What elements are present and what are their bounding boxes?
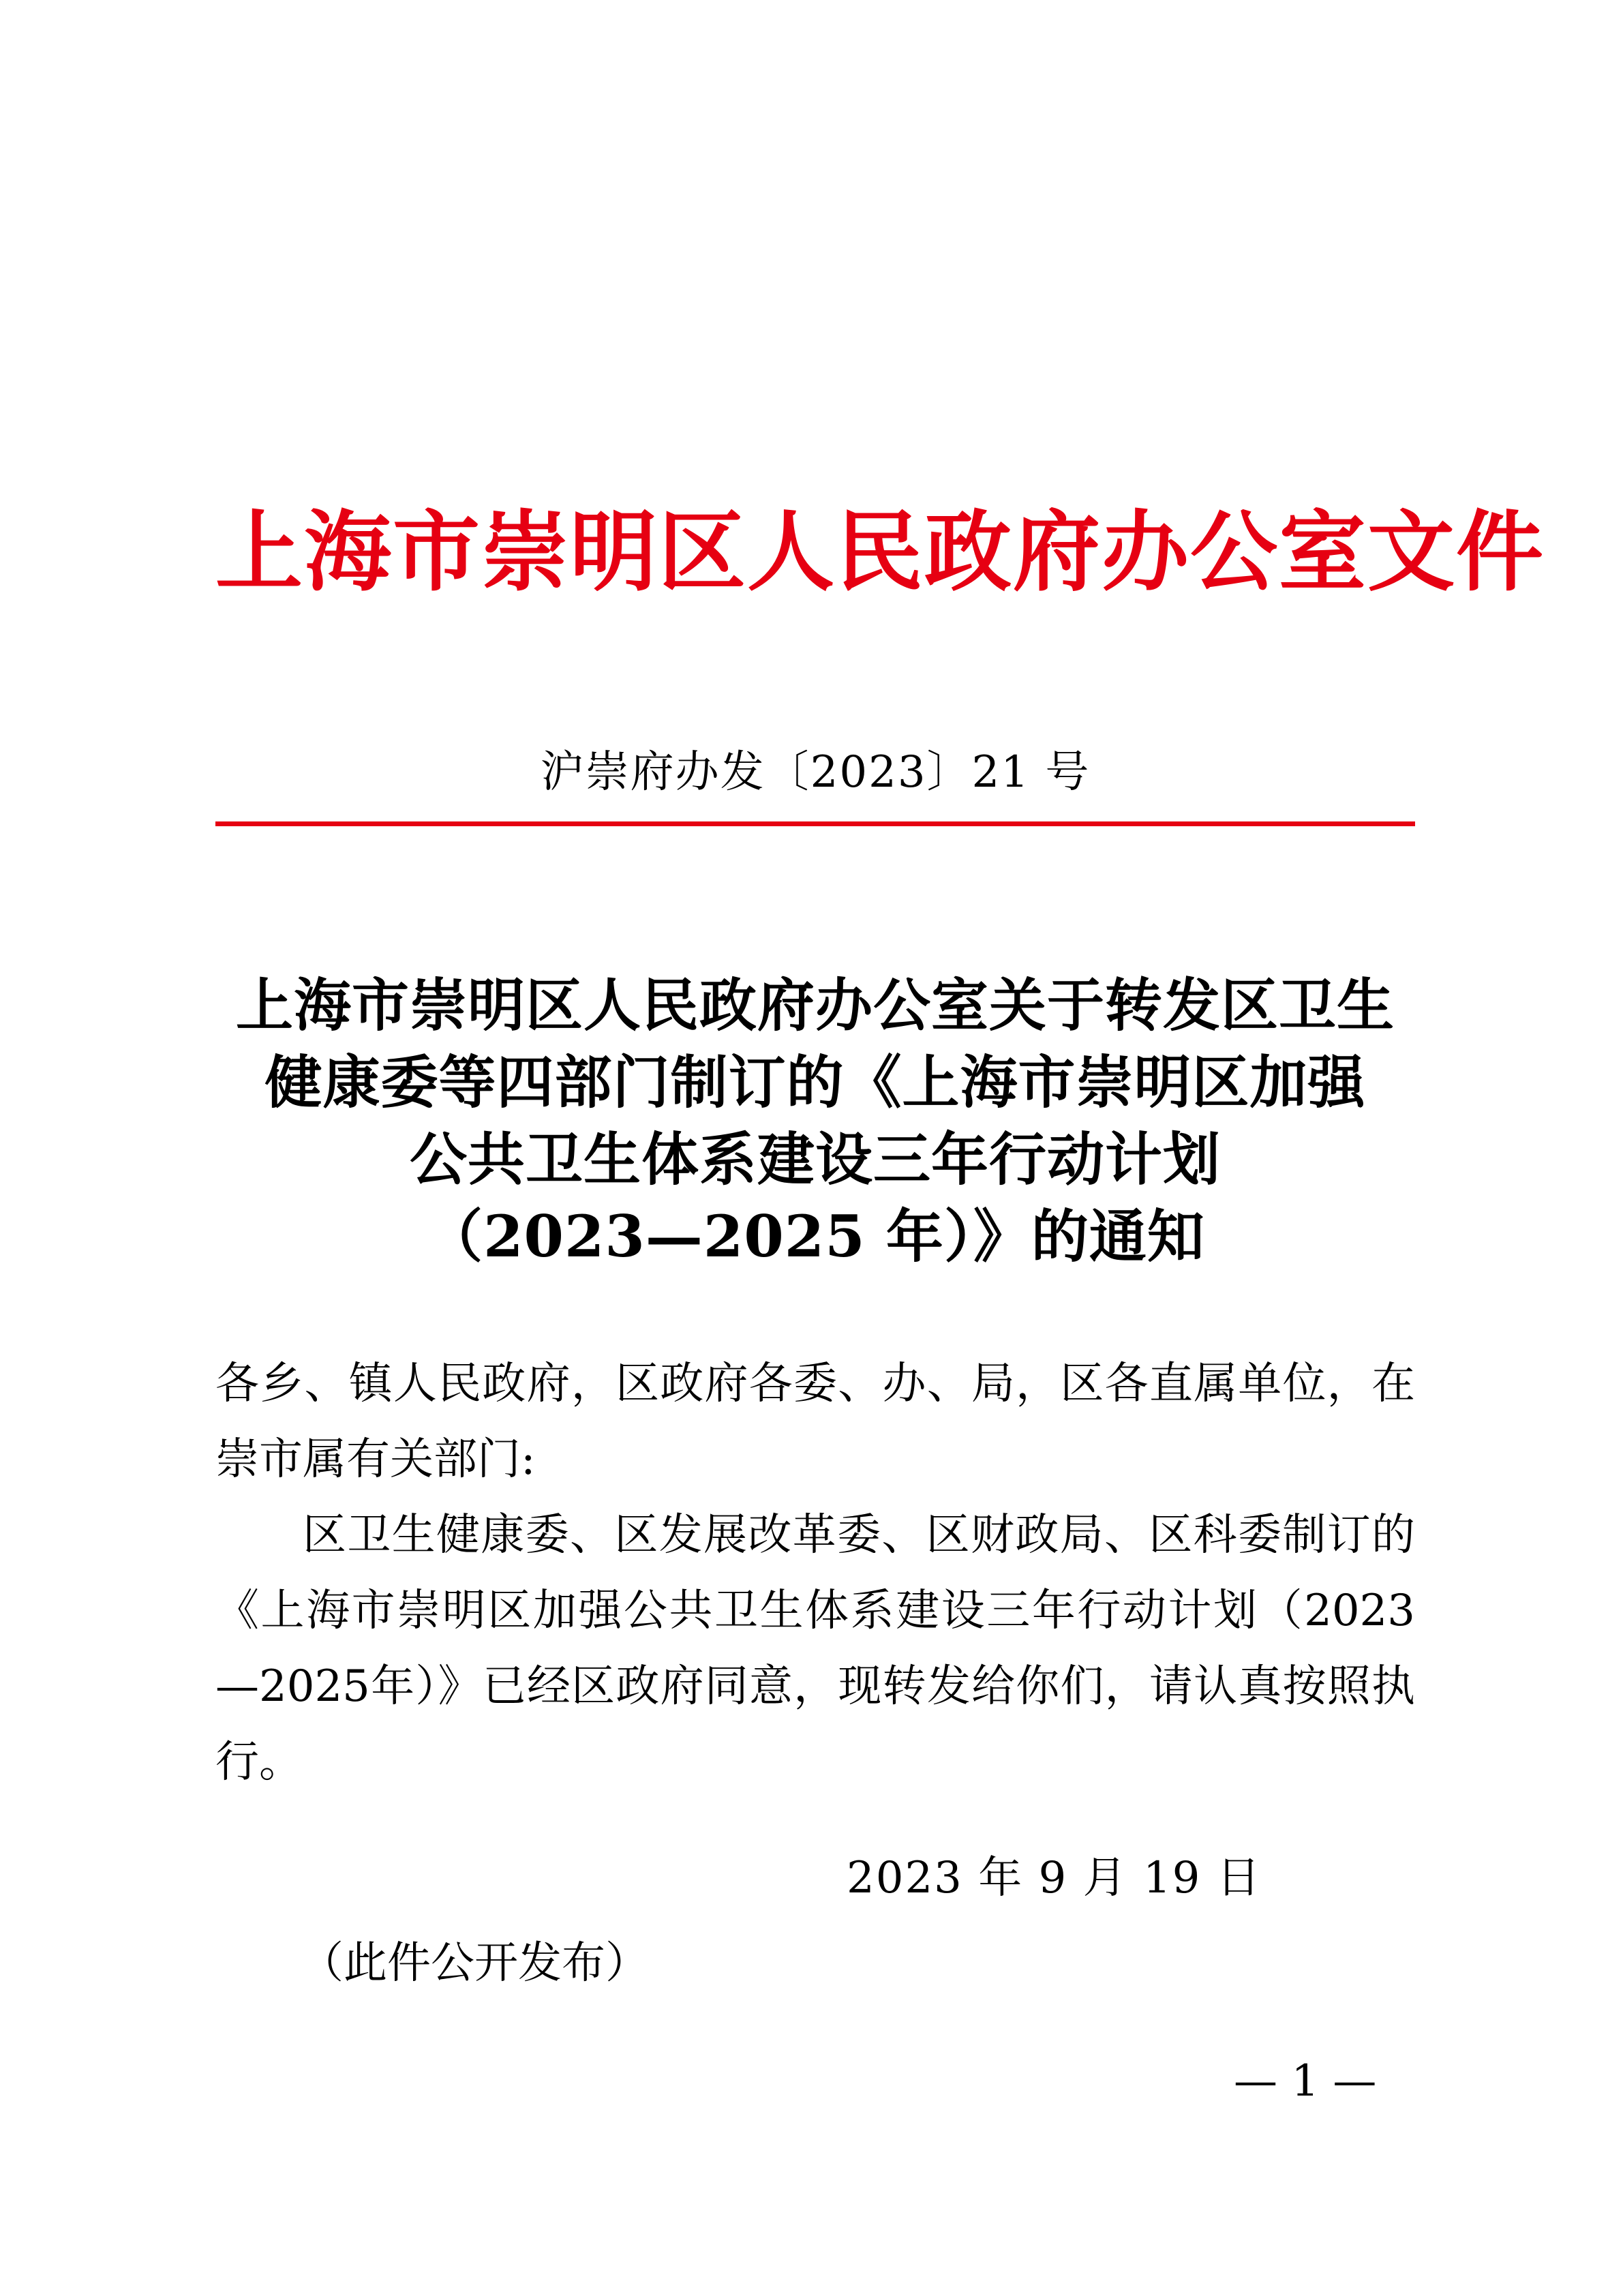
notice-title-line: （2023—2025 年）》的通知 [425, 1203, 1205, 1270]
recipients-paragraph: 各乡、镇人民政府，区政府各委、办、局，区各直属单位，在崇市属有关部门: [215, 1359, 1415, 1485]
publication-note: （此件公开发布） [300, 1938, 649, 1989]
document-number: 沪崇府办发〔2023〕21 号 [540, 747, 1091, 798]
issuer-title: 上海市崇明区人民政府办公室文件 [215, 501, 1545, 603]
red-divider-rule [215, 821, 1415, 826]
notice-body [215, 1346, 1415, 1800]
issue-date: 2023 年 9 月 19 日 [847, 1853, 1262, 1903]
body-paragraph: 区卫生健康委、区发展改革委、区财政局、区科委制订的《上海市崇明区加强公共卫生体系建设三年行动计划（2023—2025年）》已经区政府同意，现转发给你们，请认真按照执行。 [215, 1510, 1415, 1787]
notice-title-line: 上海市崇明区人民政府办公室关于转发区卫生 [235, 971, 1395, 1039]
notice-title-line: 公共卫生体系建设三年行动计划 [409, 1126, 1221, 1193]
notice-title-line: 健康委等四部门制订的《上海市崇明区加强 [264, 1048, 1366, 1116]
notice-title [204, 967, 1426, 1275]
page-number: — 1 — [1234, 2056, 1377, 2106]
